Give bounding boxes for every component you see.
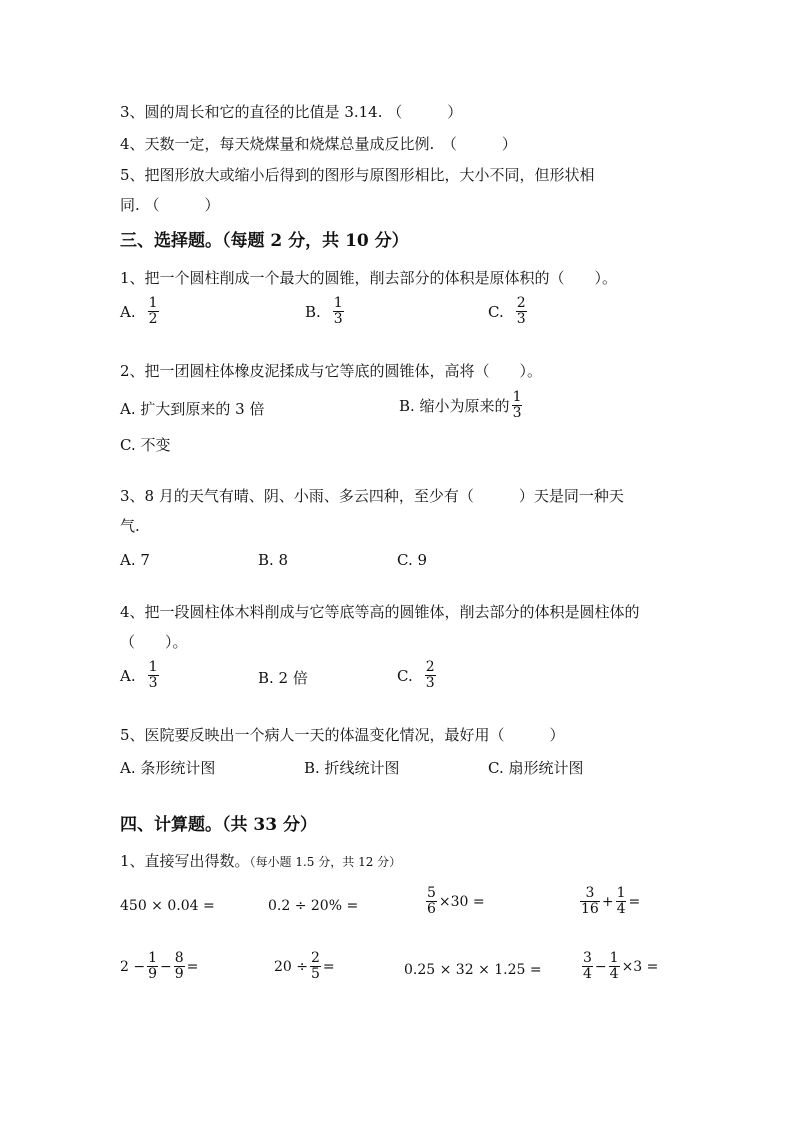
mc-q4-option-a — [120, 660, 161, 691]
mc-q1-option-c — [488, 296, 529, 327]
tf-question-5-line2: 同. （ ） — [120, 196, 220, 214]
mc-q5-option-c: C. 扇形统计图 — [488, 759, 584, 777]
option-text: B. 缩小为原来的 — [399, 396, 510, 415]
equals-sign: = — [628, 893, 641, 910]
mc-q1-option-b — [305, 296, 346, 327]
mc-q3-option-b: B. 8 — [258, 551, 289, 569]
expression-3over4-minus-1over4x3 — [580, 951, 658, 982]
mc-question-2: 2、把一团圆柱体橡皮泥揉成与它等底的圆锥体，高将（ ）。 — [120, 362, 543, 380]
mc-q1-option-a — [120, 296, 161, 327]
fraction: $\frac{1}{3}$ — [512, 389, 522, 421]
expression-tail: ×3 = — [621, 958, 659, 975]
option-label: C. — [397, 666, 413, 685]
mc-question-5: 5、医院要反映出一个病人一天的体温变化情况，最好用（ ） — [120, 726, 565, 744]
mc-question-4-line2: （ ）。 — [120, 633, 188, 651]
expression-20-div-2over5 — [274, 951, 335, 982]
mc-question-3-line1: 3、8 月的天气有晴、阴、小雨、多云四种，至少有（ ）天是同一种天 — [120, 487, 624, 505]
mc-q2-option-a: A. 扩大到原来的 3 倍 — [120, 400, 265, 418]
fraction: $\frac{3}{4}$ — [583, 950, 592, 982]
fraction: $\frac{1}{4}$ — [616, 885, 626, 917]
tf-question-5-line1: 5、把图形放大或缩小后得到的图形与原图形相比，大小不同，但形状相 — [120, 166, 595, 184]
expression-0.25x32x1.25: 0.25 × 32 × 1.25 = — [404, 962, 542, 978]
fraction: $\frac{2}{3}$ — [516, 295, 526, 327]
fraction: $\frac{1}{9}$ — [148, 950, 158, 982]
mc-q3-option-c: C. 9 — [397, 551, 428, 569]
fraction: $\frac{1}{3}$ — [148, 659, 158, 691]
expression-0.2div20pct: 0.2 ÷ 20% = — [268, 898, 359, 914]
calc-question-1 — [120, 851, 401, 872]
mc-q5-option-b: B. 折线统计图 — [304, 759, 400, 777]
operator: − — [160, 958, 172, 975]
fraction: $\frac{5}{6}$ — [427, 885, 436, 917]
expression-450x0.04: 450 × 0.04 = — [120, 898, 215, 914]
expression-3over16-plus-1over4 — [578, 886, 640, 917]
fraction: $\frac{1}{3}$ — [333, 295, 343, 327]
mc-q2-option-c: C. 不变 — [120, 436, 171, 454]
equals-sign: = — [186, 958, 199, 975]
mc-q4-option-c — [397, 660, 438, 691]
section-4-title: 四、计算题。（共 33 分） — [120, 815, 317, 835]
fraction: $\frac{8}{9}$ — [174, 950, 184, 982]
option-label: C. — [488, 302, 504, 321]
fraction: $\frac{3}{16}$ — [581, 885, 599, 917]
fraction: $\frac{1}{4}$ — [609, 950, 619, 982]
mc-q4-option-b: B. 2 倍 — [258, 669, 308, 687]
option-label: A. — [120, 302, 136, 321]
mc-question-4-line1: 4、把一段圆柱体木料削成与它等底等高的圆锥体，削去部分的体积是圆柱体的 — [120, 603, 640, 621]
expression-2-minus-fractions — [120, 951, 198, 982]
tf-question-4: 4、天数一定，每天烧煤量和烧煤总量成反比例. （ ） — [120, 135, 517, 153]
mc-question-3-line2: 气. — [120, 517, 140, 535]
score-note: （每小题 1.5 分，共 12 分） — [249, 855, 402, 869]
fraction: $\frac{2}{3}$ — [425, 659, 435, 691]
tf-question-3: 3、圆的周长和它的直径的比值是 3.14. （ ） — [120, 103, 463, 121]
expression-tail: ×30 = — [438, 893, 485, 910]
operator: − — [594, 958, 607, 975]
expression-head: 2 − — [120, 958, 146, 975]
mc-q5-option-a: A. 条形统计图 — [120, 759, 216, 777]
mc-q2-option-b — [399, 390, 524, 421]
expression-5over6x30 — [424, 886, 485, 917]
mc-question-1: 1、把一个圆柱削成一个最大的圆锥，削去部分的体积是原体积的（ ）。 — [120, 269, 618, 287]
option-label: B. — [305, 302, 321, 321]
option-label: A. — [120, 666, 136, 685]
equals-sign: = — [322, 958, 335, 975]
fraction: $\frac{1}{2}$ — [148, 295, 158, 327]
section-3-title: 三、选择题。（每题 2 分，共 10 分） — [120, 231, 409, 251]
expression-head: 20 ÷ — [274, 958, 308, 975]
mc-q3-option-a: A. 7 — [120, 551, 150, 569]
operator: + — [601, 893, 614, 910]
fraction: $\frac{2}{5}$ — [311, 950, 320, 982]
question-stem: 1、直接写出得数。 — [120, 852, 250, 870]
